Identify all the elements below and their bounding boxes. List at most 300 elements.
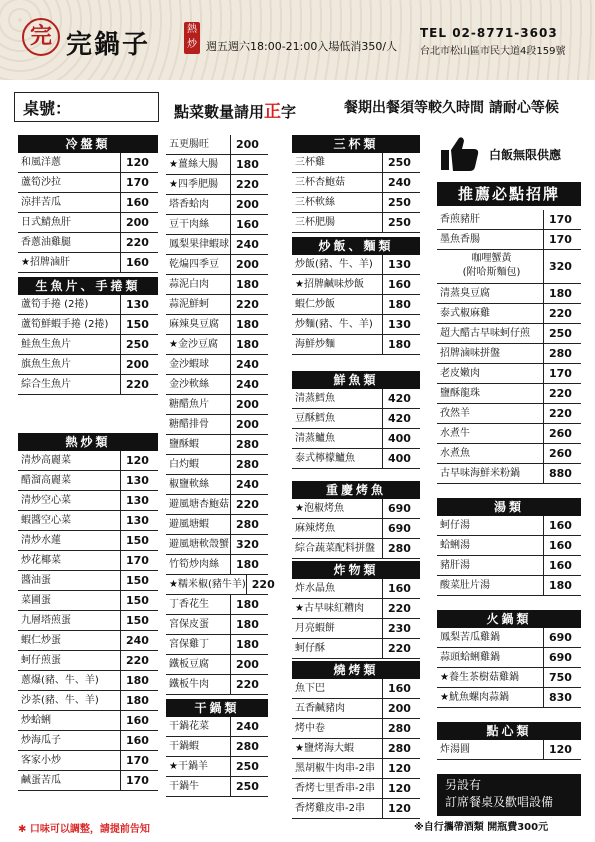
menu-item-price: 120: [382, 759, 420, 778]
menu-item[interactable]: [292, 295, 420, 315]
menu-item-price: 180: [120, 691, 158, 710]
order-instruction-suffix: 字: [281, 103, 297, 121]
menu-item[interactable]: [18, 315, 158, 335]
menu-item[interactable]: [166, 777, 268, 797]
menu-item[interactable]: [18, 213, 158, 233]
order-instruction-highlight: 正: [264, 102, 282, 122]
menu-item[interactable]: [292, 639, 420, 659]
menu-item[interactable]: [437, 556, 581, 576]
menu-item[interactable]: [437, 464, 581, 484]
menu-item[interactable]: [166, 235, 268, 255]
menu-item-price: 170: [543, 210, 581, 229]
menu-item-price: 160: [120, 253, 158, 272]
menu-column-1: [18, 135, 158, 791]
menu-item[interactable]: [292, 389, 420, 409]
menu-item-price: 180: [382, 335, 420, 354]
menu-item[interactable]: [166, 515, 268, 535]
menu-item[interactable]: [18, 511, 158, 531]
menu-item[interactable]: [18, 651, 158, 671]
menu-item-price: 180: [230, 275, 268, 294]
menu-item-name: 蒜頭蛤蜊雞鍋: [440, 652, 500, 663]
menu-item-price: 220: [120, 233, 158, 252]
menu-item-price: 240: [230, 717, 268, 736]
menu-item-price: 240: [382, 173, 420, 192]
menu-item-name: 古早味海鮮米粉鍋: [440, 468, 520, 479]
menu-item[interactable]: [18, 591, 158, 611]
recommended-title: 推薦必點招牌: [437, 182, 581, 206]
menu-item-price: 180: [230, 155, 268, 174]
menu-item[interactable]: [437, 444, 581, 464]
menu-item-name: 豆干肉絲: [169, 219, 209, 230]
menu-item-price: 220: [543, 384, 581, 403]
menu-item[interactable]: [292, 799, 420, 819]
menu-item-name: 清蒸鱸魚: [295, 433, 335, 444]
menu-item[interactable]: [437, 344, 581, 364]
menu-item-name: 孜然羊: [440, 408, 470, 419]
menu-item[interactable]: [437, 404, 581, 424]
menu-item-name: 香煎豬肝: [440, 214, 480, 225]
menu-item[interactable]: [292, 779, 420, 799]
menu-item-name: 糖醋魚片: [169, 399, 209, 410]
menu-item-name: 清炒空心菜: [21, 495, 71, 506]
menu-item-name: 老皮嫩肉: [440, 368, 480, 379]
menu-item-name: 糖醋排骨: [169, 419, 209, 430]
menu-item[interactable]: [18, 335, 158, 355]
menu-item-price: 130: [120, 295, 158, 314]
menu-item-price: 150: [120, 571, 158, 590]
menu-item-name: 豆酥鱈魚: [295, 413, 335, 424]
menu-item[interactable]: [292, 315, 420, 335]
menu-item[interactable]: [166, 757, 268, 777]
wait-notice: 餐期出餐須等較久時間 請耐心等候: [344, 100, 559, 116]
menu-item[interactable]: [166, 575, 275, 595]
section-title: 炸物類: [292, 561, 420, 579]
menu-item[interactable]: [292, 519, 420, 539]
menu-item-name: 日式鯖魚肝: [21, 217, 71, 228]
menu-item[interactable]: [437, 628, 581, 648]
menu-item-price: 160: [120, 711, 158, 730]
menu-item-name: 蝦醬空心菜: [21, 515, 71, 526]
menu-item-name: 三杯軟絲: [295, 197, 335, 208]
menu-item-price: 180: [382, 295, 420, 314]
menu-item-name: 綜合生魚片: [21, 379, 71, 390]
menu-item[interactable]: [18, 295, 158, 315]
extra-services-box: [437, 774, 581, 816]
menu-item-name: 清蒸臭豆腐: [440, 288, 490, 299]
menu-item-name: 泰式檸檬鱸魚: [295, 453, 355, 464]
menu-item-price: 150: [120, 591, 158, 610]
menu-item[interactable]: [166, 195, 268, 215]
menu-item-name: 蘆筍鮮蝦手捲 (2捲): [21, 319, 109, 330]
menu-item-price: 200: [230, 255, 268, 274]
menu-item-name: ★養生茶樹菇雞鍋: [440, 672, 519, 683]
brand-seal: 熱炒: [184, 22, 200, 54]
section-title: 火鍋類: [437, 610, 581, 628]
menu-item-price: 220: [543, 304, 581, 323]
menu-item[interactable]: [18, 631, 158, 651]
menu-item-name: ★糯米椒(豬牛羊): [169, 579, 246, 590]
menu-item-price: 830: [543, 688, 581, 707]
menu-item-price: 420: [382, 409, 420, 428]
menu-item[interactable]: [166, 535, 268, 555]
menu-item-name: 蚵仔湯: [440, 520, 470, 531]
menu-item-name: 豬肝湯: [440, 560, 470, 571]
menu-item-name: 避風塘杏鮑菇: [169, 499, 229, 510]
menu-item-name: 鹹蛋苦瓜: [21, 775, 61, 786]
menu-item-price: 250: [230, 757, 268, 776]
menu-item[interactable]: [437, 364, 581, 384]
menu-item-name: 麻辣烤魚: [295, 523, 335, 534]
menu-item-price: 250: [230, 777, 268, 796]
menu-item-price: 160: [382, 679, 420, 698]
menu-item-name: 炒花椰菜: [21, 555, 61, 566]
menu-item[interactable]: [166, 375, 268, 395]
menu-item-price: 220: [246, 575, 275, 594]
menu-item[interactable]: [166, 155, 268, 175]
menu-item[interactable]: [18, 491, 158, 511]
menu-item[interactable]: [166, 315, 268, 335]
menu-item-name: 鹽酥龍珠: [440, 388, 480, 399]
menu-item-name: 蚵仔酥: [295, 643, 325, 654]
menu-item[interactable]: [166, 655, 268, 675]
rice-notice: [437, 130, 581, 190]
menu-column-3: [292, 135, 420, 819]
menu-item-price: 200: [230, 655, 268, 674]
menu-item[interactable]: [166, 555, 268, 575]
menu-item-price: 150: [120, 531, 158, 550]
menu-item-price: 240: [230, 375, 268, 394]
menu-item-name: 宮保雞丁: [169, 639, 209, 650]
section-title: 湯類: [437, 498, 581, 516]
menu-item-name: [437, 250, 543, 283]
menu-item-name-line: (附哈斯麵包): [462, 267, 521, 278]
menu-item-price: 200: [120, 355, 158, 374]
menu-item-price: 880: [543, 464, 581, 483]
menu-item-name: ★泡椒烤魚: [295, 503, 344, 514]
menu-item[interactable]: [166, 275, 268, 295]
menu-item-price: 280: [382, 739, 420, 758]
menu-item-price: 180: [543, 576, 581, 595]
menu-item-name: 涼拌苦瓜: [21, 197, 61, 208]
menu-item-price: 200: [120, 213, 158, 232]
menu-item-name: ★古早味紅糟肉: [295, 603, 364, 614]
menu-item[interactable]: [292, 153, 420, 173]
menu-item-price: 170: [120, 173, 158, 192]
menu-item-name: 炒蛤蜊: [21, 715, 51, 726]
menu-item[interactable]: [292, 255, 420, 275]
menu-item-name: 蝦仁炒飯: [295, 299, 335, 310]
order-instruction: [174, 97, 296, 122]
taste-adjust-note: ✱ 口味可以調整，請提前告知: [18, 824, 150, 835]
section-title: 冷盤類: [18, 135, 158, 153]
menu-item[interactable]: [166, 335, 268, 355]
rice-unlimited-note: 白飯無限供應: [489, 148, 562, 162]
menu-item[interactable]: [292, 579, 420, 599]
menu-item[interactable]: [166, 675, 268, 695]
menu-item[interactable]: [18, 153, 158, 173]
menu-item[interactable]: [437, 740, 581, 760]
menu-item[interactable]: [292, 699, 420, 719]
menu-item[interactable]: [18, 771, 158, 791]
menu-item-name: 鮭魚生魚片: [21, 339, 71, 350]
menu-item[interactable]: [18, 691, 158, 711]
order-instruction-prefix: 點菜數量請用: [174, 103, 265, 121]
menu-item[interactable]: [292, 449, 420, 469]
menu-item[interactable]: [292, 759, 420, 779]
menu-item-name: 鹽酥蝦: [169, 439, 199, 450]
menu-item-name: 蘆筍沙拉: [21, 177, 61, 188]
menu-item-name: 旗魚生魚片: [21, 359, 71, 370]
menu-item[interactable]: [292, 539, 420, 559]
menu-item[interactable]: [166, 295, 268, 315]
menu-item[interactable]: [18, 611, 158, 631]
menu-item-name: 九層塔煎蛋: [21, 615, 71, 626]
menu-item-price: 220: [543, 404, 581, 423]
menu-item[interactable]: [437, 230, 581, 250]
menu-item-name: 泰式椒麻雞: [440, 308, 490, 319]
menu-item[interactable]: [166, 215, 268, 235]
menu-item-name: 干鍋牛: [169, 781, 199, 792]
menu-item-name: 蝦仁炒蛋: [21, 635, 61, 646]
menu-item-name: 椒鹽軟絲: [169, 479, 209, 490]
menu-item[interactable]: [18, 233, 158, 253]
menu-item[interactable]: [18, 531, 158, 551]
menu-item-name: ★魷魚螺肉蒜鍋: [440, 692, 509, 703]
menu-item[interactable]: [166, 255, 268, 275]
menu-item-price: 280: [230, 435, 268, 454]
menu-item-price: 250: [382, 213, 420, 232]
menu-item[interactable]: [18, 751, 158, 771]
menu-item[interactable]: [166, 737, 268, 757]
menu-item[interactable]: [166, 395, 268, 415]
menu-item[interactable]: [166, 455, 268, 475]
menu-item-name: 三杯肥腸: [295, 217, 335, 228]
menu-item-name: 炒飯(豬、牛、羊): [295, 259, 373, 270]
menu-item-name: 魚下巴: [295, 683, 325, 694]
menu-item[interactable]: [292, 173, 420, 193]
menu-item-price: 160: [120, 731, 158, 750]
menu-item[interactable]: [292, 499, 420, 519]
menu-item[interactable]: [166, 175, 268, 195]
menu-item-price: 200: [230, 135, 268, 154]
menu-item[interactable]: [437, 516, 581, 536]
menu-item-name: 墨魚香腸: [440, 234, 480, 245]
menu-item[interactable]: [166, 435, 268, 455]
menu-item-price: 160: [543, 516, 581, 535]
menu-item[interactable]: [18, 355, 158, 375]
menu-item-price: 220: [120, 651, 158, 670]
menu-item[interactable]: [18, 571, 158, 591]
menu-item[interactable]: [166, 635, 268, 655]
menu-item-price: 180: [230, 555, 268, 574]
menu-item[interactable]: [437, 668, 581, 688]
menu-item-price: 240: [230, 475, 268, 494]
menu-item-price: 120: [120, 153, 158, 172]
menu-item[interactable]: [437, 536, 581, 556]
section-title: 鮮魚類: [292, 371, 420, 389]
menu-item[interactable]: [18, 551, 158, 571]
table-number-field[interactable]: 桌號：: [14, 92, 159, 122]
menu-item-price: 180: [543, 284, 581, 303]
menu-item[interactable]: [437, 210, 581, 230]
menu-item-price: 690: [382, 519, 420, 538]
menu-item[interactable]: [437, 304, 581, 324]
menu-item[interactable]: [18, 375, 158, 395]
extra-services-line2: 訂席餐桌及歡唱設備: [445, 795, 554, 809]
menu-item-price: 250: [382, 193, 420, 212]
section-title: 熱炒類: [18, 433, 158, 451]
menu-item-price: 690: [543, 628, 581, 647]
menu-item-name: 塔香蛤肉: [169, 199, 209, 210]
menu-item[interactable]: [166, 475, 268, 495]
menu-item-price: 220: [120, 375, 158, 394]
menu-item-name: 鳳梨苦瓜雞鍋: [440, 632, 500, 643]
menu-item-price: 690: [382, 499, 420, 518]
menu-item[interactable]: [166, 495, 268, 515]
menu-item-price: 150: [120, 315, 158, 334]
menu-item[interactable]: [292, 275, 420, 295]
menu-item-price: 150: [120, 611, 158, 630]
menu-item-name: 清炒高麗菜: [21, 455, 71, 466]
menu-item-name-line: 咖哩蟹黃: [471, 253, 512, 264]
menu-item[interactable]: [437, 384, 581, 404]
menu-item-price: 160: [230, 215, 268, 234]
menu-item[interactable]: [18, 711, 158, 731]
menu-item-name: 蛤蜊湯: [440, 540, 470, 551]
menu-item[interactable]: [18, 173, 158, 193]
menu-item[interactable]: [437, 688, 581, 708]
menu-item-price: 250: [543, 324, 581, 343]
menu-item[interactable]: [292, 213, 420, 233]
menu-item[interactable]: [18, 731, 158, 751]
menu-item-price: 240: [230, 355, 268, 374]
menu-item-name: 三杯杏鮑菇: [295, 177, 345, 188]
menu-item-name: 菜圃蛋: [21, 595, 51, 606]
menu-item-price: 200: [230, 415, 268, 434]
menu-item-name: 白灼蝦: [169, 459, 199, 470]
menu-column-2: [166, 135, 275, 797]
section-title: 三杯類: [292, 135, 420, 153]
menu-item[interactable]: [292, 409, 420, 429]
menu-item-name: 月亮蝦餅: [295, 623, 335, 634]
menu-item-name: 蚵仔煎蛋: [21, 655, 61, 666]
menu-item-price: 180: [230, 615, 268, 634]
section-title: 重慶烤魚: [292, 481, 420, 499]
menu-item-price: 220: [230, 175, 268, 194]
menu-item[interactable]: [437, 424, 581, 444]
section-title: 炒飯、麵類: [292, 237, 420, 255]
menu-item-price: 240: [120, 631, 158, 650]
menu-item-price: 200: [230, 395, 268, 414]
menu-item[interactable]: [437, 324, 581, 344]
menu-item-name: 烤中卷: [295, 723, 325, 734]
menu-item-name: 鐵板牛肉: [169, 679, 209, 690]
menu-item-name: 醬油蛋: [21, 575, 51, 586]
menu-item-price: 250: [120, 335, 158, 354]
menu-item[interactable]: [292, 719, 420, 739]
menu-item-name: 竹筍炒肉絲: [169, 559, 219, 570]
section-title: 干鍋類: [166, 699, 268, 717]
menu-item-name: 炸水晶魚: [295, 583, 335, 594]
menu-column-4: [437, 210, 581, 760]
section-title: 生魚片、手捲類: [18, 277, 158, 295]
menu-item[interactable]: [166, 415, 268, 435]
menu-item-name: 鳳梨果律蝦球: [169, 239, 229, 250]
menu-item[interactable]: [18, 671, 158, 691]
menu-item-name: ★四季肥腸: [169, 179, 218, 190]
menu-item-name: 蒜泥鮮蚵: [169, 299, 209, 310]
menu-item-name: 酸菜肚片湯: [440, 580, 490, 591]
menu-item-price: 130: [382, 315, 420, 334]
menu-item-name: 清蒸鱈魚: [295, 393, 335, 404]
menu-item[interactable]: [18, 471, 158, 491]
menu-item[interactable]: [18, 451, 158, 471]
menu-item[interactable]: [437, 648, 581, 668]
menu-item-price: 220: [230, 675, 268, 694]
menu-item[interactable]: [437, 250, 581, 284]
header-banner: [0, 0, 595, 80]
menu-item[interactable]: [437, 576, 581, 596]
menu-item[interactable]: [166, 717, 268, 737]
menu-item-name: ★金沙豆腐: [169, 339, 218, 350]
menu-item-name: ★招牌鹹味炒飯: [295, 279, 364, 290]
menu-item[interactable]: [437, 284, 581, 304]
menu-item-name: 清炒水蓮: [21, 535, 61, 546]
menu-item[interactable]: [292, 619, 420, 639]
menu-item-price: 170: [120, 551, 158, 570]
menu-item-price: 180: [120, 671, 158, 690]
menu-item-name: 海鮮炒麵: [295, 339, 335, 350]
menu-item-name: 水煮牛: [440, 428, 470, 439]
section-title: 點心類: [437, 722, 581, 740]
menu-item[interactable]: [166, 595, 268, 615]
menu-item-price: 160: [120, 193, 158, 212]
menu-item-price: 160: [543, 556, 581, 575]
menu-item-name: 乾煸四季豆: [169, 259, 219, 270]
menu-item[interactable]: [292, 739, 420, 759]
menu-item[interactable]: [292, 679, 420, 699]
menu-item-price: 220: [230, 295, 268, 314]
menu-item-price: 120: [382, 779, 420, 798]
menu-item-price: 250: [382, 153, 420, 172]
menu-item[interactable]: [166, 135, 268, 155]
menu-item-name: 蔥爆(豬、牛、羊): [21, 675, 99, 686]
menu-item-price: 750: [543, 668, 581, 687]
menu-item[interactable]: [166, 355, 268, 375]
notice-bar: [14, 92, 582, 122]
menu-item-price: 130: [120, 491, 158, 510]
menu-item-name: 蒜泥白肉: [169, 279, 209, 290]
section-title: 燒烤類: [292, 661, 420, 679]
menu-item-price: 180: [230, 635, 268, 654]
brand-name: 完鍋子: [66, 30, 151, 60]
menu-item[interactable]: [292, 599, 420, 619]
menu-item-price: 260: [543, 424, 581, 443]
menu-item[interactable]: [292, 429, 420, 449]
menu-item-price: 120: [543, 740, 581, 759]
brand-logo: 完: [22, 18, 60, 56]
menu-item[interactable]: [292, 335, 420, 355]
menu-item-name: 綜合蔬菜配料拼盤: [295, 543, 375, 554]
menu-item[interactable]: [18, 193, 158, 213]
menu-item-name: 避風塘軟殼蟹: [169, 539, 229, 550]
menu-item-price: 320: [543, 250, 581, 283]
menu-item-price: 130: [120, 471, 158, 490]
menu-item[interactable]: [18, 253, 158, 273]
menu-item-price: 170: [120, 771, 158, 790]
menu-item[interactable]: [166, 615, 268, 635]
menu-item[interactable]: [292, 193, 420, 213]
